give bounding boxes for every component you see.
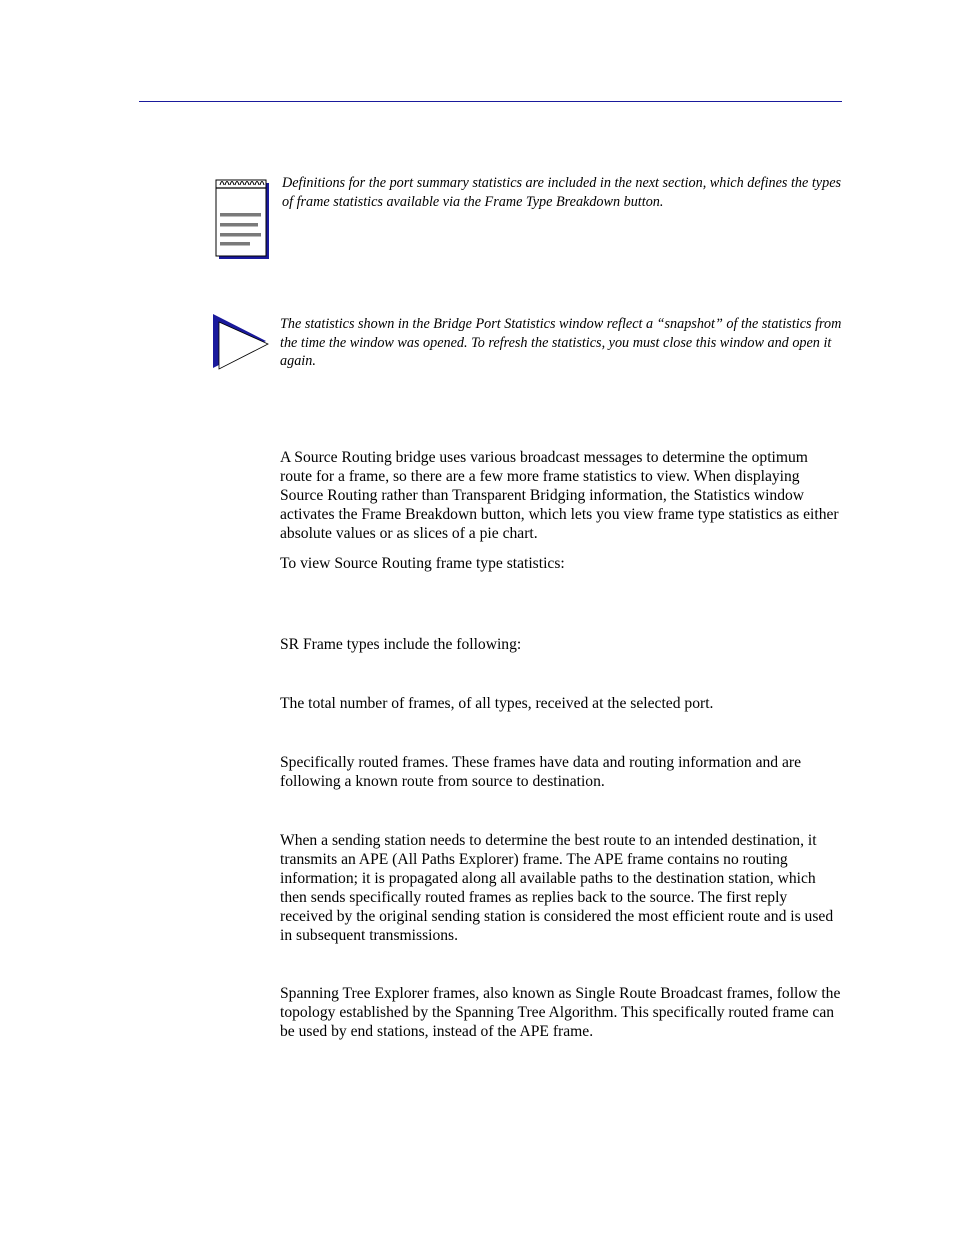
- notepad-icon: [214, 176, 270, 260]
- caution-triangle-icon: [212, 312, 272, 372]
- ape-description: When a sending station needs to determine the best route to an intended destination, it transmits an APE (All Paths Explorer) frame. The APE frame contains no routing information; it is propagated along all available paths to the destination station, which then sends specifically routed frames as replies back to the source. The first reply received by the original sending station is considered the most efficient route and is used in subsequent transmissions.: [280, 832, 834, 944]
- to-view-paragraph: To view Source Routing frame type statistics:: [280, 555, 565, 572]
- intro-paragraph: A Source Routing bridge uses various broadcast messages to determine the optimum route for a frame, so there are a few more frame statistics to view. When displaying Source Routing rather than Transparent Bridging information, the Statistics window activates the Frame Breakdown button, which lets you view frame type statistics as either absolute values or as slices of a pie chart.: [280, 449, 839, 542]
- total-frames-description: The total number of frames, of all types, received at the selected port.: [280, 695, 714, 712]
- specifically-routed-description: Specifically routed frames. These frames have data and routing information and are following a known route from source to destination.: [280, 754, 802, 790]
- ste-description: Spanning Tree Explorer frames, also known as Single Route Broadcast frames, follow the topology established by the Spanning Tree Algorithm. This specifically routed frame can be used by end stations, instead of the APE frame.: [280, 985, 841, 1040]
- note-text: Definitions for the port summary statistics are included in the next section, which defines the types of frame statistics available via the Frame Type Breakdown button.: [282, 175, 842, 210]
- caution-text: The statistics shown in the Bridge Port Statistics window reflect a “snapshot” of the statistics from the time the window was opened. To refresh the statistics, you must close this window and open it again.: [280, 316, 842, 369]
- header-rule: [139, 101, 842, 102]
- sr-types-paragraph: SR Frame types include the following:: [280, 636, 522, 653]
